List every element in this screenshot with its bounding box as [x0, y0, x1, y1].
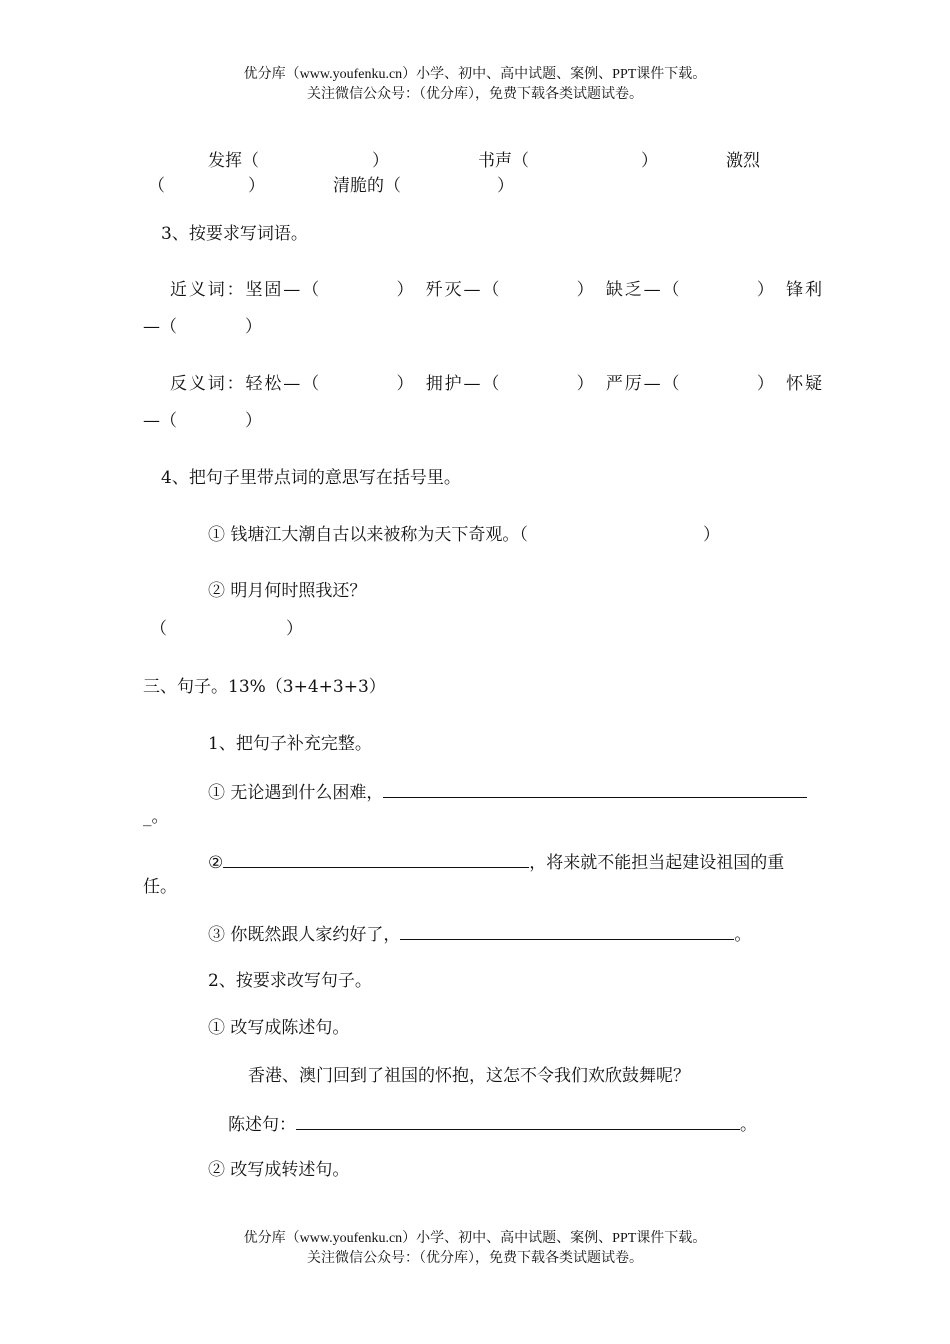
sentence-a-blank[interactable] — [383, 781, 807, 798]
header-line-1: 优分库（www.youfenku.cn）小学、初中、高中试题、案例、PPT课件下载。 — [243, 67, 707, 82]
collocation-1-close: ） — [372, 151, 389, 171]
collocation-2: 书声（ — [478, 151, 529, 171]
footer-line-2: 关注微信公众号：（优分库），免费下载各类试题试卷。 — [307, 1251, 643, 1266]
sentence-a-end: _。 — [143, 807, 169, 827]
declarative-label: 陈述句： — [228, 1115, 296, 1135]
q3-title: 3、按要求写词语。 — [161, 224, 308, 244]
q3-antonym-line: 反义词：轻松—（ ） 拥护—（ ） 严厉—（ ） 怀疑 — [170, 374, 822, 394]
sentence-b-blank[interactable] — [223, 851, 529, 868]
q3-antonym-wrap: —（ ） — [143, 411, 262, 431]
sentence-a-text: ① 无论遇到什么困难， — [208, 783, 384, 803]
q4-sentence-1-close: ） — [703, 525, 720, 545]
sentence-c-end: 。 — [734, 925, 752, 945]
q3-synonym-wrap: —（ ） — [143, 317, 262, 337]
q3-synonym-line: 近义词：坚固—（ ） 歼灭—（ ） 缺乏—（ ） 锋利 — [170, 280, 822, 300]
q4-sentence-2-open: （ — [150, 619, 167, 639]
sentence-b-text: ，将来就不能担当起建设祖国的重 — [529, 853, 785, 873]
section3-title: 三、句子。13%（3+4+3+3） — [143, 677, 386, 697]
declarative-answer — [228, 1113, 757, 1136]
declarative-end: 。 — [740, 1115, 757, 1135]
sentence-a — [208, 781, 807, 804]
collocation-3: 激烈 — [726, 151, 760, 171]
rewrite-indirect-title: ② 改写成转述句。 — [208, 1160, 350, 1180]
section3-part1-title: 1、把句子补充完整。 — [208, 734, 372, 754]
sentence-b-wrap: 任。 — [143, 877, 177, 897]
declarative-blank[interactable] — [296, 1113, 740, 1130]
collocation-3-open: （ — [148, 176, 165, 196]
collocation-1: 发挥（ — [208, 151, 259, 171]
rewrite-declarative-title: ① 改写成陈述句。 — [208, 1018, 350, 1038]
footer-line-1: 优分库（www.youfenku.cn）小学、初中、高中试题、案例、PPT课件下载。 — [243, 1231, 707, 1246]
section3-part2-title: 2、按要求改写句子。 — [208, 971, 372, 991]
header-line-2: 关注微信公众号：（优分库），免费下载各类试题试卷。 — [307, 87, 643, 102]
q4-sentence-1: ① 钱塘江大潮自古以来被称为天下奇观。（ — [208, 525, 528, 545]
rewrite-source-sentence: 香港、澳门回到了祖国的怀抱，这怎不令我们欢欣鼓舞呢？ — [248, 1066, 690, 1086]
q4-sentence-2-close: ） — [286, 619, 303, 639]
q4-sentence-2: ② 明月何时照我还？ — [208, 581, 367, 601]
sentence-c-blank[interactable] — [400, 923, 734, 940]
sentence-b-num: ② — [208, 853, 224, 873]
collocation-2-close: ） — [641, 151, 658, 171]
sentence-c-text: ③ 你既然跟人家约好了， — [208, 925, 401, 945]
collocation-4: 清脆的（ — [333, 176, 401, 196]
collocation-3-close: ） — [248, 176, 265, 196]
collocation-4-close: ） — [497, 176, 514, 196]
sentence-c — [208, 923, 751, 946]
sentence-b — [208, 851, 784, 874]
q4-title: 4、把句子里带点词的意思写在括号里。 — [161, 468, 461, 488]
